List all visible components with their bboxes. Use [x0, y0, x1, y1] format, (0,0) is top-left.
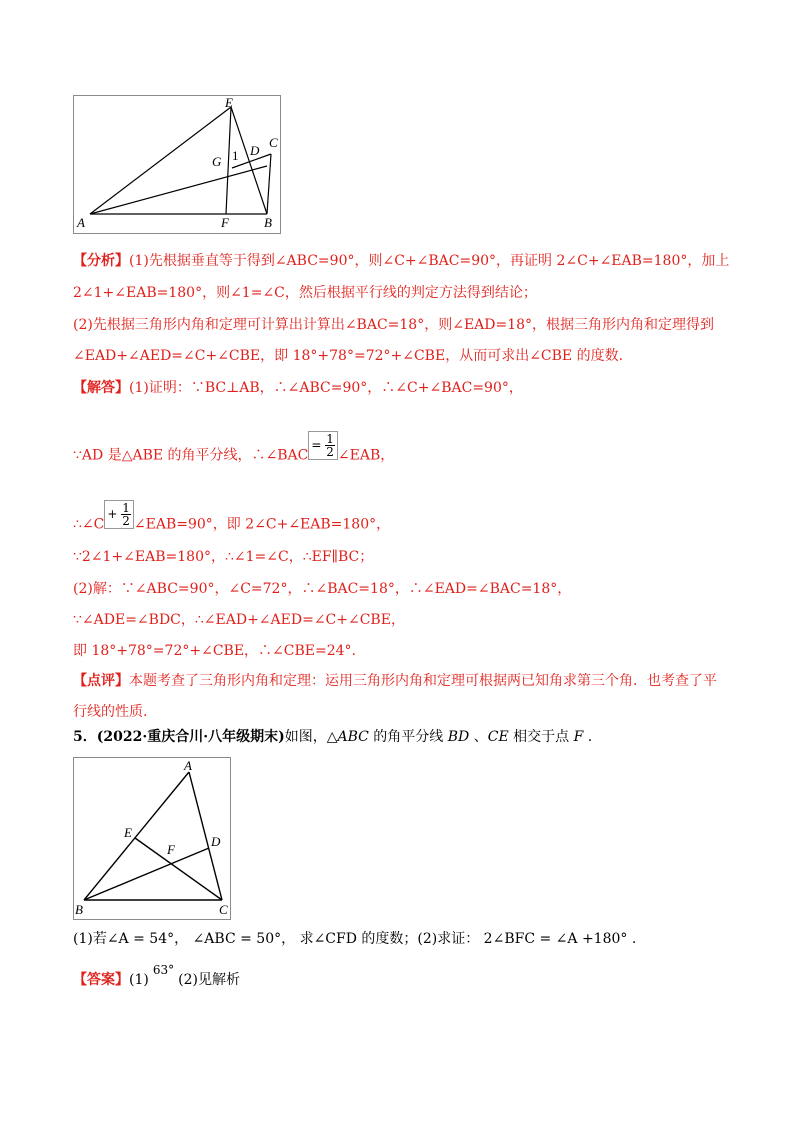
- stem-text-d: 相交于点: [508, 729, 574, 745]
- solution-text-2a: ∵AD 是△ABE 的角平分线，∴∠BAC: [73, 447, 309, 464]
- stem-f: F: [573, 729, 584, 745]
- fraction-numerator-1: 1: [326, 432, 334, 446]
- label-A: A: [77, 215, 85, 230]
- solution-line-1: [73, 378, 523, 398]
- analysis-line-3: (2)先根据三角形内角和定理可计算出计算出∠BAC=18°，则∠EAD=18°，根据三角形内角和定理得到: [73, 317, 715, 333]
- label-D2: D: [211, 834, 221, 849]
- label-E2: E: [124, 825, 132, 840]
- stem-text-c: 、: [469, 729, 488, 745]
- answer-part-2: (2)见解析: [178, 972, 240, 988]
- fraction-denominator-1: 2: [326, 445, 334, 459]
- figure-1-diagram: [74, 96, 280, 233]
- analysis-line-4: ∠EAD+∠AED=∠C+∠CBE，即 18°+78°=72°+∠CBE，从而可求出∠CBE 的度数.: [73, 348, 624, 364]
- stem-bd: BD: [447, 729, 470, 745]
- analysis-text-1: (1)先根据垂直等于得到∠ABC=90°，则∠C+∠BAC=90°，再证明 2∠C+∠EAB=180°，加上: [129, 253, 730, 269]
- solution-line-3: [73, 501, 391, 539]
- figure-1: [73, 95, 281, 234]
- analysis-line-1: [73, 251, 729, 271]
- problem-5-questions: (1)若∠A = 54°， ∠ABC = 50°， 求∠CFD 的度数；(2)求证： 2∠BFC = ∠A +180° .: [73, 931, 637, 947]
- stem-text-e: .: [583, 729, 593, 745]
- fraction-half-box-2: [104, 500, 134, 529]
- comment-text-1: 本题考查了三角形内角和定理：运用三角形内角和定理可根据两已知角求第三个角．也考查了平: [129, 673, 717, 689]
- solution-text-3a: ∴∠C: [73, 516, 105, 533]
- label-F: F: [221, 215, 229, 230]
- solution-text-1: (1)证明：∵BC⊥AB，∴∠ABC=90°，∴∠C+∠BAC=90°，: [129, 380, 523, 396]
- plus-sign: +: [107, 507, 118, 521]
- answer-part-1: (1): [129, 972, 149, 988]
- label-C: C: [269, 135, 278, 150]
- problem-number: 5．: [73, 729, 97, 745]
- comment-line-2: 行线的性质.: [73, 704, 148, 720]
- analysis-line-2: 2∠1+∠EAB=180°，则∠1=∠C，然后根据平行线的判定方法得到结论；: [73, 285, 537, 301]
- label-E: E: [225, 96, 233, 110]
- solution-line-2: [73, 432, 395, 470]
- equals-sign: =: [311, 438, 322, 452]
- analysis-tag: 【分析】: [73, 253, 129, 269]
- label-A2: A: [184, 758, 192, 773]
- label-D: D: [250, 143, 260, 158]
- solution-text-3b: ∠EAB=90°，即 2∠C+∠EAB=180°，: [133, 516, 391, 533]
- solution-text-2b: ∠EAB，: [337, 447, 395, 464]
- fraction-half-box-1: [308, 431, 338, 460]
- label-B2: B: [75, 902, 83, 917]
- problem-source: (2022·重庆合川·八年级期末): [96, 729, 285, 745]
- solution-line-4: ∵2∠1+∠EAB=180°，∴∠1=∠C，∴EF∥BC；: [73, 549, 374, 565]
- comment-tag: 【点评】: [73, 673, 129, 689]
- stem-text-b: 的角平分线: [368, 729, 448, 745]
- solution-line-5: (2)解：∵∠ABC=90°，∠C=72°，∴∠BAC=18°，∴∠EAD=∠BAC=18°，: [73, 581, 572, 597]
- figure-2: [73, 757, 231, 920]
- answer-line: [73, 963, 240, 990]
- label-B: B: [264, 215, 272, 230]
- stem-ce: CE: [487, 729, 509, 745]
- label-C2: C: [219, 902, 228, 917]
- solution-line-7: 即 18°+78°=72°+∠CBE，∴∠CBE=24°.: [73, 643, 356, 659]
- label-F2: F: [167, 842, 175, 857]
- fraction-denominator-2: 2: [122, 514, 130, 528]
- answer-value: 63°: [152, 963, 175, 977]
- problem-5-stem: [73, 727, 592, 747]
- answer-tag: 【答案】: [73, 972, 129, 988]
- solution-line-6: ∵∠ADE=∠BDC，∴∠EAD+∠AED=∠C+∠CBE，: [73, 612, 405, 628]
- label-G: G: [212, 154, 222, 169]
- figure-2-diagram: [74, 758, 230, 919]
- stem-triangle: △ABC: [326, 729, 369, 745]
- fraction-numerator-2: 1: [122, 501, 130, 515]
- comment-line-1: [73, 671, 717, 691]
- solution-tag: 【解答】: [73, 380, 129, 396]
- stem-text-a: 如图，: [284, 729, 327, 745]
- label-angle-1: 1: [232, 148, 239, 163]
